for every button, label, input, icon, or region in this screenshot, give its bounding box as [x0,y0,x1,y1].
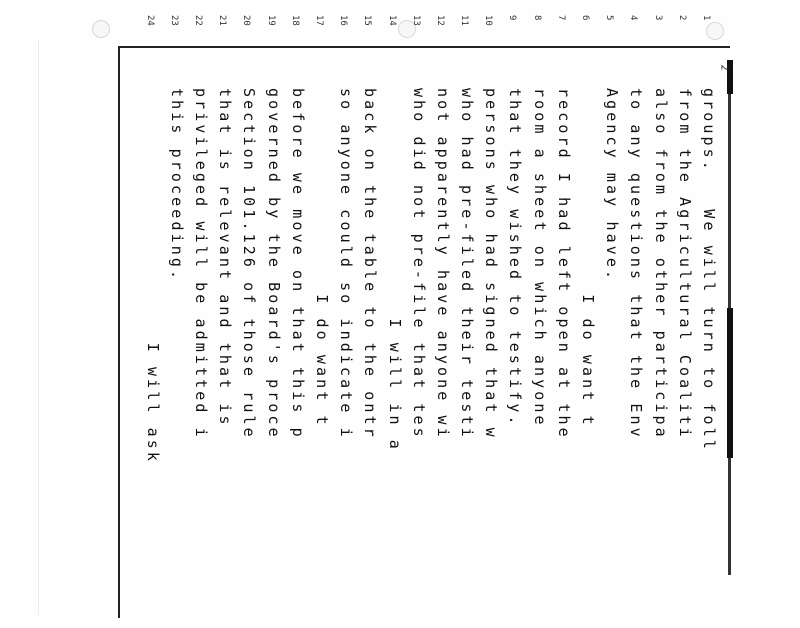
line-text: I will ask [143,88,162,465]
line-number: 22 [193,15,204,26]
line-number: 6 [580,15,591,21]
line-number: 1 [701,15,711,21]
line-number: 10 [483,15,494,26]
line-number: 14 [386,15,397,26]
line-text: Agency may have. [603,88,622,283]
line-text: who did not pre-file that tes [409,88,428,440]
transcript-line [162,15,186,628]
transcript-line [476,15,501,628]
line-number: 23 [168,15,179,26]
line-text: not apparently have anyone wi [433,88,452,440]
line-text: that they wished to testify. [506,88,525,428]
line-text: persons who had signed that w [482,88,501,440]
line-number: 5 [604,15,615,21]
margin-mark [727,308,733,458]
line-number: 9 [507,15,518,21]
line-text: that is relevant and that is [216,88,235,428]
transcript-line [331,15,356,628]
line-number: 8 [531,15,542,21]
transcript-line [355,15,380,628]
transcript-line [452,15,477,628]
transcript-line [549,15,573,628]
line-text: to any questions that the Env [627,88,646,440]
line-text: who had pre-filed their testi [458,88,477,440]
line-text: Section 101.126 of those rule [240,88,259,440]
line-number: 11 [459,15,470,26]
line-text: room a sheet on which anyone [530,88,549,428]
transcript-line [670,15,694,628]
line-text: privileged will be admitted i [192,88,211,440]
line-number: 20 [241,15,252,26]
line-text: before we move on that this p [288,88,307,440]
line-number: 13 [410,15,421,26]
line-number: 3 [652,15,663,21]
line-text: also from the other participa [651,88,670,440]
transcript-line [645,15,670,628]
line-number: 16 [338,15,349,26]
transcript-line [428,15,452,628]
transcript-body [138,15,719,628]
line-number: 19 [265,15,276,26]
line-number: 2 [676,15,687,21]
line-text: I do want t [579,88,598,428]
transcript-line [234,15,259,628]
transcript-line [307,15,331,628]
transcript-line [621,15,646,628]
line-text: I do want t [313,88,331,428]
line-number: 17 [314,15,324,26]
line-text: I will in a [385,88,404,452]
line-text: governed by the Board's proce [264,88,283,440]
line-number: 12 [434,15,445,26]
transcript-line [573,15,598,628]
line-text: so anyone could so indicate i [337,88,356,440]
transcript-line [258,15,283,628]
line-number: 24 [144,15,155,26]
scan-artifact-line [38,40,39,615]
line-number: 18 [289,15,300,26]
corner-mark: 2 [718,64,730,71]
transcript-line [186,15,211,628]
punch-hole [92,20,110,38]
line-text: from the Agricultural Coaliti [675,88,694,440]
line-number: 21 [217,15,228,26]
transcript-line [500,15,525,628]
line-number: 4 [628,15,639,21]
line-number: 15 [362,15,373,26]
transcript-line [379,15,404,628]
line-text: this proceeding. [167,88,186,283]
transcript-line [404,15,428,628]
line-text: record I had left open at the [554,88,573,440]
page-border-left [118,46,120,618]
line-text: groups. We will turn to foll [700,88,718,452]
transcript-line [210,15,235,628]
transcript-line [283,15,307,628]
transcript-line [138,15,162,628]
transcript-line [597,15,622,628]
transcript-line [525,15,549,628]
line-number: 7 [555,15,566,21]
line-text: back on the table to the ontr [361,88,380,440]
transcript-line [694,15,718,628]
